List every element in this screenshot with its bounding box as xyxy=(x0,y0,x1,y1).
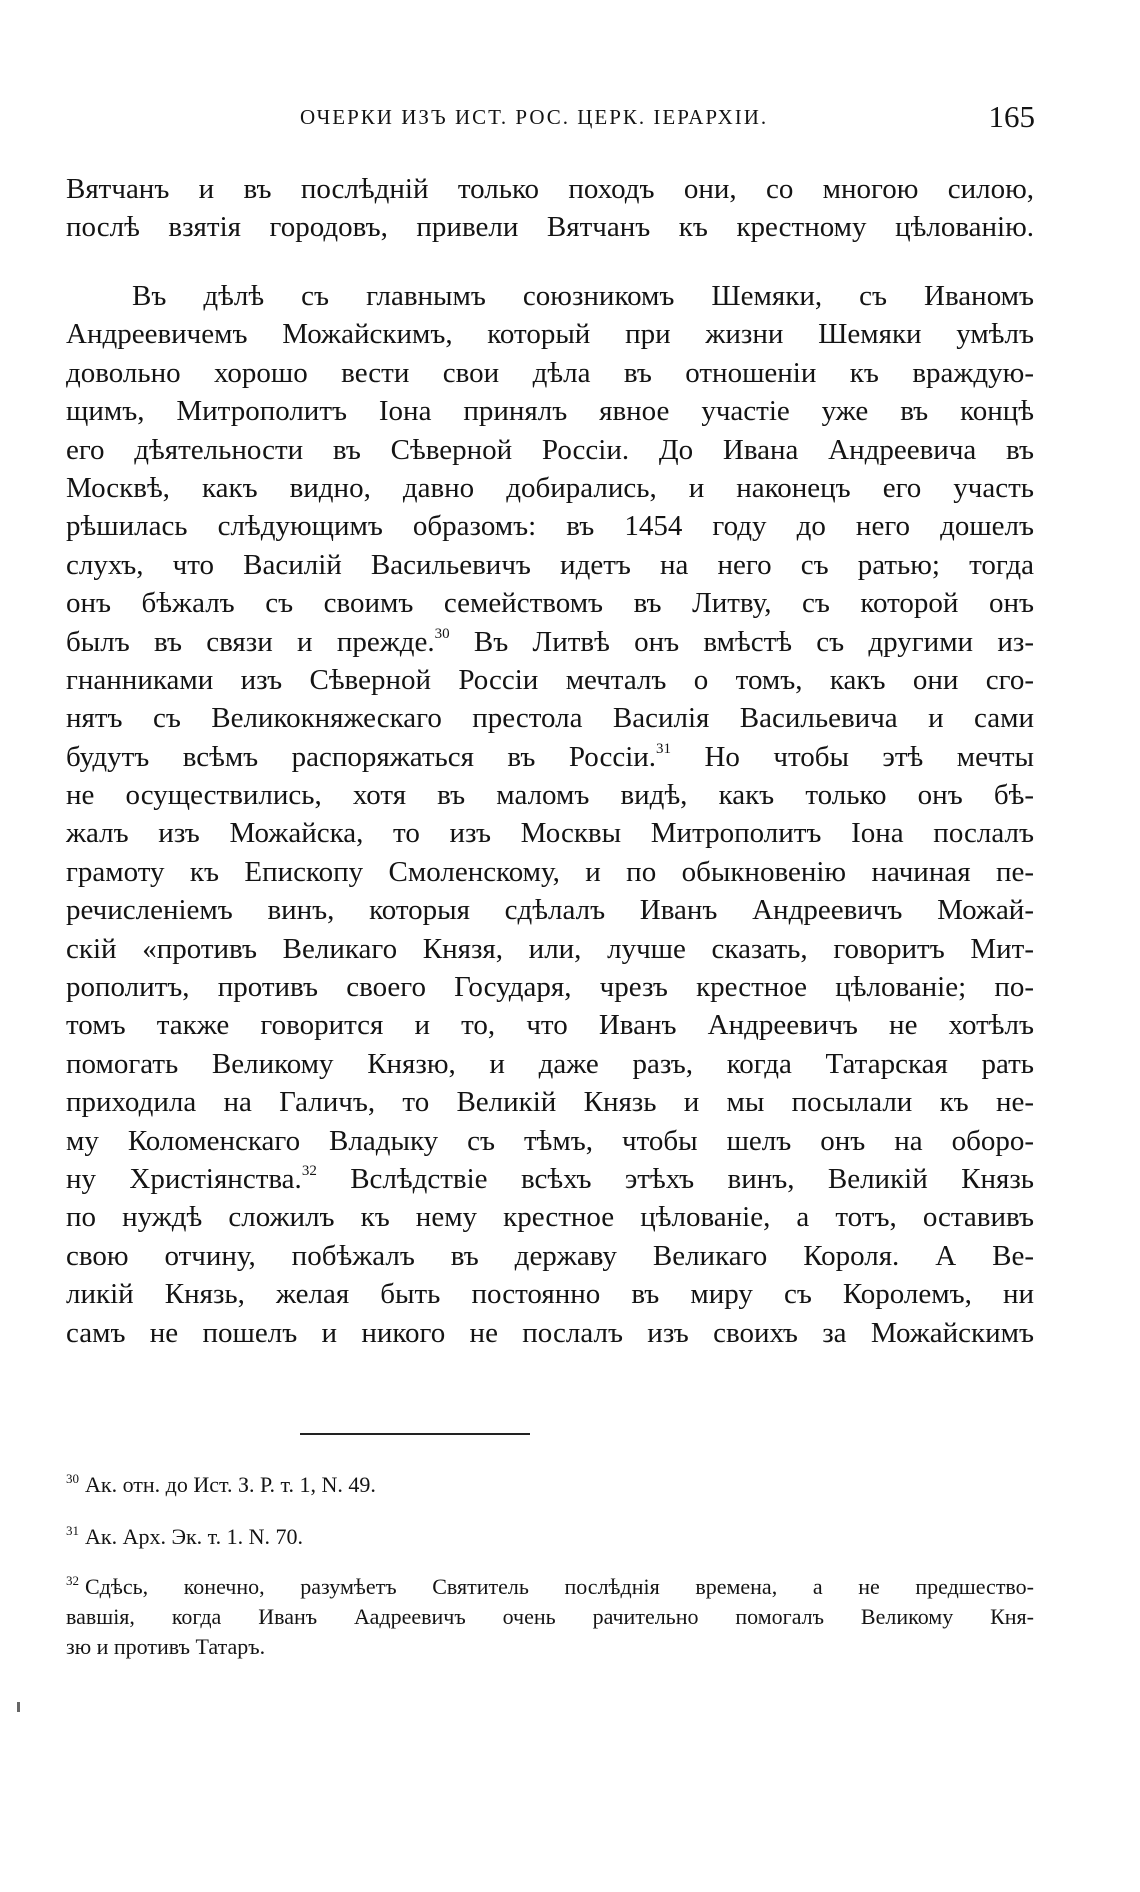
footnote-text: Сдѣсь, конечно, разумѣетъ Святитель послѣднія времена, а не предшество- xyxy=(85,1574,1034,1599)
footnote-text: Ак. отн. до Ист. З. Р. т. 1, N. 49. xyxy=(85,1472,376,1497)
footnote-mark: 30 xyxy=(66,1471,79,1486)
text-line: помогать Великому Князю, и даже разъ, когда Татарская рать xyxy=(66,1047,1034,1080)
text-line: довольно хорошо вести свои дѣла въ отношеніи къ враждую- xyxy=(66,356,1034,389)
page-header xyxy=(300,99,1035,145)
footnote-line: зю и противъ Татаръ. xyxy=(66,1634,266,1659)
text-line: самъ не пошелъ и никого не послалъ изъ своихъ за Можайскимъ xyxy=(66,1316,1034,1349)
text-line: му Коломенскаго Владыку съ тѣмъ, чтобы шелъ онъ на оборо- xyxy=(66,1124,1034,1157)
text-segment: будутъ всѣмъ распоряжаться въ Россіи. xyxy=(66,740,657,773)
footnote-text: Ак. Арх. Эк. т. 1. N. 70. xyxy=(85,1524,304,1549)
text-line: свою отчину, побѣжалъ въ державу Великаго Короля. А Ве- xyxy=(66,1239,1034,1272)
text-line: гнанниками изъ Сѣверной Россіи мечталъ о томъ, какъ они сго- xyxy=(66,663,1034,696)
footnote-ref-31: 31 xyxy=(656,740,672,757)
text-line: грамоту къ Епископу Смоленскому, и по обыкновенію начиная пе- xyxy=(66,855,1034,888)
text-line: слухъ, что Василій Васильевичъ идетъ на него съ ратью; тогда xyxy=(66,548,1034,581)
text-line: речисленіемъ винъ, которыя сдѣлалъ Иванъ Андреевичъ Можай- xyxy=(66,894,1034,927)
text-line: по нуждѣ сложилъ къ нему крестное цѣлованіе, а тотъ, оставивъ xyxy=(66,1201,1034,1234)
text-line xyxy=(66,623,1034,661)
margin-mark xyxy=(17,1702,20,1712)
text-line: не осуществились, хотя въ маломъ видѣ, какъ только онъ бѣ- xyxy=(66,779,1034,812)
footnote-ref-32: 32 xyxy=(301,1162,317,1179)
text-segment: Но чтобы этѣ мечты xyxy=(671,740,1034,773)
text-segment: былъ въ связи и прежде. xyxy=(66,625,435,658)
footnote-31 xyxy=(66,1522,1034,1552)
text-line: жалъ изъ Можайска, то изъ Москвы Митрополитъ Іона послалъ xyxy=(66,817,1034,850)
footnote-30 xyxy=(66,1470,1034,1500)
text-line: Въ дѣлѣ съ главнымъ союзникомъ Шемяки, съ Иваномъ xyxy=(132,280,1034,312)
text-line: Андреевичемъ Можайскимъ, который при жизни Шемяки умѣлъ xyxy=(66,318,1034,351)
text-line: томъ также говорится и то, что Иванъ Андреевичъ не хотѣлъ xyxy=(66,1009,1034,1042)
footnote-32 xyxy=(66,1572,1034,1662)
text-line: приходила на Галичъ, то Великій Князь и мы посылали къ не- xyxy=(66,1086,1034,1119)
footnote-mark: 32 xyxy=(66,1573,79,1588)
paragraph-continuation xyxy=(66,170,1034,247)
footnote-divider xyxy=(300,1433,530,1435)
footnote-mark: 31 xyxy=(66,1523,79,1538)
text-line: Москвѣ, какъ видно, давно добирались, и наконецъ его участь xyxy=(66,471,1034,504)
footnote-ref-30: 30 xyxy=(434,625,450,642)
footnote-line xyxy=(66,1522,1034,1552)
running-title: ОЧЕРКИ ИЗЪ ИСТ. РОС. ЦЕРК. ІЕРАРХІИ. xyxy=(300,105,769,129)
text-line: щимъ, Митрополитъ Іона принялъ явное участіе уже въ концѣ xyxy=(66,395,1034,428)
text-line: нятъ съ Великокняжескаго престола Василія Васильевича и сами xyxy=(66,702,1034,735)
text-line: рополитъ, противъ своего Государя, чрезъ крестное цѣлованіе; по- xyxy=(66,971,1034,1004)
text-line xyxy=(66,1160,1034,1198)
text-line: рѣшилась слѣдующимъ образомъ: въ 1454 году до него дошелъ xyxy=(66,510,1034,543)
footnote-line xyxy=(66,1470,1034,1500)
text-segment: Вслѣдствіе всѣхъ этѣхъ винъ, Великій Князь xyxy=(316,1162,1035,1195)
text-line: послѣ взятія городовъ, привели Вятчанъ къ крестному цѣлованію. xyxy=(66,211,1034,244)
page-number: 165 xyxy=(988,99,1035,134)
text-line: его дѣятельности въ Сѣверной Россіи. До Ивана Андреевича въ xyxy=(66,433,1034,466)
text-line: Вятчанъ и въ послѣдній только походъ они, со многою силою, xyxy=(66,173,1034,205)
text-segment: ну Христіянства. xyxy=(66,1162,302,1195)
footnote-line xyxy=(66,1572,1034,1602)
text-line xyxy=(66,738,1034,776)
paragraph-main xyxy=(66,277,1034,1352)
footnote-line: вавшія, когда Иванъ Аадреевичъ очень рачительно помогалъ Великому Кня- xyxy=(66,1604,1034,1629)
text-line: скій «противъ Великаго Князя, или, лучше сказать, говоритъ Мит- xyxy=(66,932,1034,965)
text-line: ликій Князь, желая быть постоянно въ миру съ Королемъ, ни xyxy=(66,1278,1034,1311)
text-segment: Въ Литвѣ онъ вмѣстѣ съ другими из- xyxy=(449,625,1034,658)
text-line: онъ бѣжалъ съ своимъ семействомъ въ Литву, съ которой онъ xyxy=(66,587,1034,620)
